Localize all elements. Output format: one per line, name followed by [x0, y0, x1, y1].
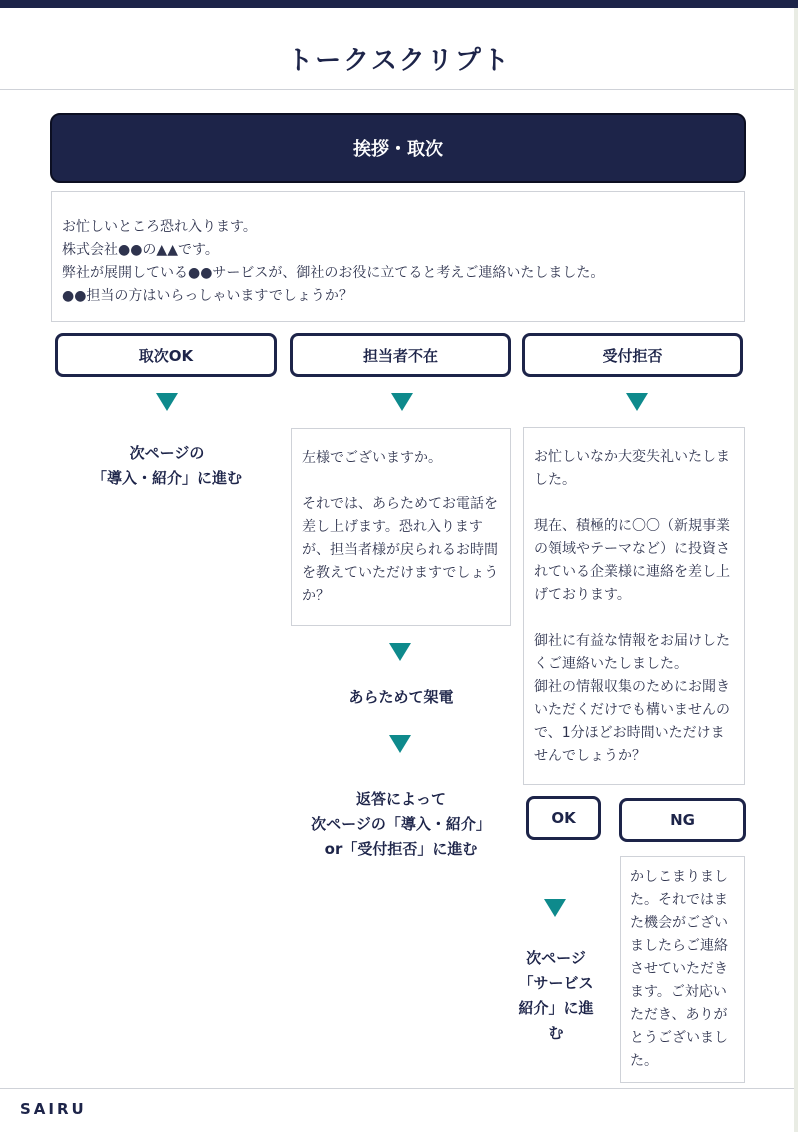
down-arrow-icon	[626, 393, 648, 411]
absent-script-box: 左様でございますか。 それでは、あらためてお電話を差し上げます。恐れ入りますが、担当者様が戻られるお時間を教えていただけますでしょうか？	[291, 428, 511, 626]
down-arrow-icon	[544, 899, 566, 917]
footer-divider	[0, 1088, 794, 1089]
down-arrow-icon	[389, 643, 411, 661]
refusal-script-box: お忙しいなか大変失礼いたしました。 現在、積極的に〇〇（新規事業の領域やテーマなど）に投資されている企業様に連絡を差し上げております。 御社に有益な情報をお届けしたくご連絡いたしました。 御社の情報収集のためにお聞きいただくだけでも構いませんので、1分ほどお時間いただけませんでしょうか？	[523, 427, 745, 785]
refusal-ng-button[interactable]: NG	[619, 798, 746, 842]
transfer-ok-next-step: 次ページの 「導入・紹介」に進む	[91, 444, 242, 487]
absent-next-step: 返答によって 次ページの「導入・紹介」 or「受付拒否」に進む	[311, 790, 491, 858]
branch-absent-button[interactable]: 担当者不在	[290, 333, 511, 377]
down-arrow-icon	[391, 393, 413, 411]
refusal-ok-next-step: 次ページ 「サービス 紹介」に進 む	[518, 949, 594, 1042]
refusal-ok-button[interactable]: OK	[526, 796, 601, 840]
section-header: 挨拶・取次	[50, 113, 746, 183]
refusal-ng-script-box: かしこまりました。それではまた機会がございましたらご連絡させていただきます。ご対応いただき、ありがとうございました。	[620, 856, 745, 1083]
title-divider	[0, 89, 794, 90]
footer-logo: SAIRU	[20, 1100, 87, 1118]
absent-step: あらためて架電	[348, 688, 454, 706]
down-arrow-icon	[156, 393, 178, 411]
greeting-script-box: お忙しいところ恐れ入ります。 株式会社●●の▲▲です。 弊社が展開している●●サービスが、御社のお役に立てると考えご連絡いたしました。 ●●担当の方はいらっしゃいますでしょうか？	[51, 191, 745, 322]
branch-transfer-ok-button[interactable]: 取次OK	[55, 333, 277, 377]
branch-refusal-button[interactable]: 受付拒否	[522, 333, 743, 377]
right-edge	[794, 8, 798, 1132]
page-title: トークスクリプト	[287, 46, 511, 76]
top-accent-bar	[0, 0, 798, 8]
down-arrow-icon	[389, 735, 411, 753]
